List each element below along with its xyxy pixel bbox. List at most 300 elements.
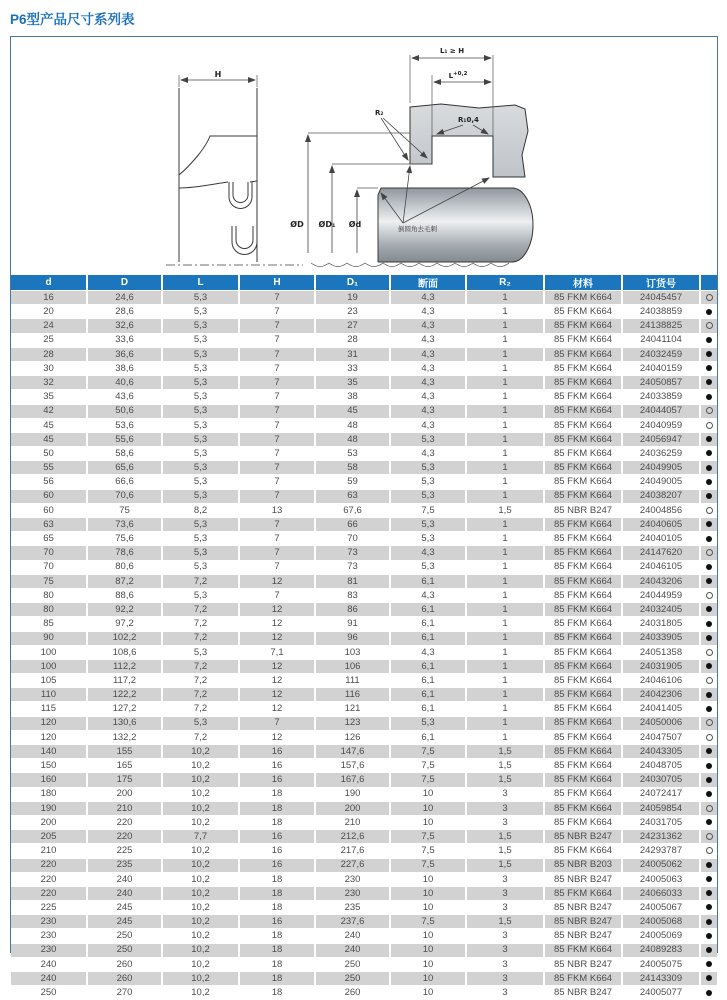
cell-R2: 1,5 (466, 773, 544, 787)
cell-H: 7 (239, 418, 315, 432)
cell-material: 85 FKM K664 (544, 347, 622, 361)
availability-dot-filled (706, 606, 712, 612)
cell-d: 160 (11, 773, 87, 787)
cell-material: 85 NBR B247 (544, 929, 622, 943)
cell-section: 7,5 (390, 830, 466, 844)
cell-material: 85 FKM K664 (544, 447, 622, 461)
availability-dot-filled (706, 337, 712, 343)
cell-d: 56 (11, 475, 87, 489)
cell-order-no: 24005067 (622, 901, 700, 915)
availability-dot-filled (706, 365, 712, 371)
cell-D: 28,6 (87, 305, 162, 319)
cell-section: 7,5 (390, 503, 466, 517)
cell-availability (700, 376, 717, 390)
cell-availability (700, 447, 717, 461)
header-section: 断面 (390, 275, 466, 291)
cell-H: 7 (239, 518, 315, 532)
cell-L: 10,2 (162, 759, 239, 773)
cell-H: 18 (239, 943, 315, 957)
table-row (11, 574, 717, 588)
cell-D1: 240 (315, 943, 390, 957)
cell-d: 105 (11, 674, 87, 688)
table-row (11, 518, 717, 532)
cell-material: 85 FKM K664 (544, 617, 622, 631)
cell-order-no: 24031905 (622, 659, 700, 673)
table-row (11, 588, 717, 602)
cell-section: 4,3 (390, 546, 466, 560)
cell-D1: 73 (315, 560, 390, 574)
cell-D1: 157,6 (315, 759, 390, 773)
cell-D: 235 (87, 858, 162, 872)
cell-H: 12 (239, 674, 315, 688)
table-row (11, 376, 717, 390)
cell-availability (700, 943, 717, 957)
cell-R2: 3 (466, 901, 544, 915)
cell-D: 240 (87, 886, 162, 900)
cell-D1: 103 (315, 645, 390, 659)
cell-H: 18 (239, 886, 315, 900)
availability-dot-open (706, 407, 713, 414)
cell-order-no: 24045457 (622, 291, 700, 305)
cell-H: 16 (239, 759, 315, 773)
availability-dot-filled (706, 663, 712, 669)
cell-L: 5,3 (162, 305, 239, 319)
cell-availability (700, 503, 717, 517)
cell-material: 85 FKM K664 (544, 787, 622, 801)
table-row (11, 886, 717, 900)
cell-order-no: 24147620 (622, 546, 700, 560)
cell-H: 7 (239, 291, 315, 305)
cell-section: 6,1 (390, 702, 466, 716)
cell-section: 6,1 (390, 688, 466, 702)
header-H: H (239, 275, 315, 291)
cell-material: 85 FKM K664 (544, 886, 622, 900)
header-availability (700, 275, 717, 291)
cell-material: 85 FKM K664 (544, 773, 622, 787)
cell-R2: 3 (466, 886, 544, 900)
cell-section: 5,3 (390, 461, 466, 475)
cell-D1: 27 (315, 319, 390, 333)
cell-material: 85 FKM K664 (544, 745, 622, 759)
cell-section: 7,5 (390, 745, 466, 759)
cell-section: 4,3 (390, 390, 466, 404)
cell-material: 85 FKM K664 (544, 546, 622, 560)
cell-D: 33,6 (87, 333, 162, 347)
availability-dot-filled (706, 919, 712, 925)
cell-H: 18 (239, 929, 315, 943)
cell-material: 85 FKM K664 (544, 432, 622, 446)
cell-material: 85 NBR B247 (544, 830, 622, 844)
cell-material: 85 FKM K664 (544, 674, 622, 688)
cell-material: 85 FKM K664 (544, 631, 622, 645)
table-row (11, 957, 717, 971)
cell-R2: 1,5 (466, 858, 544, 872)
cell-D: 225 (87, 844, 162, 858)
cell-L: 10,2 (162, 844, 239, 858)
cell-L: 7,2 (162, 603, 239, 617)
cell-H: 7,1 (239, 645, 315, 659)
availability-dot-open (706, 805, 713, 812)
cell-D: 112,2 (87, 659, 162, 673)
cell-L: 7,2 (162, 702, 239, 716)
cell-L: 5,3 (162, 432, 239, 446)
cell-R2: 1 (466, 688, 544, 702)
cell-order-no: 24050006 (622, 716, 700, 730)
size-table (11, 275, 717, 1000)
cell-D1: 126 (315, 730, 390, 744)
label-l1-dimension: L₁ ≥ H (439, 47, 465, 55)
cell-section: 10 (390, 815, 466, 829)
cell-d: 240 (11, 972, 87, 986)
cell-material: 85 FKM K664 (544, 730, 622, 744)
cell-L: 7,2 (162, 674, 239, 688)
cell-section: 6,1 (390, 631, 466, 645)
table-row (11, 447, 717, 461)
cell-order-no: 24041104 (622, 333, 700, 347)
availability-dot-filled (706, 706, 712, 712)
cell-d: 16 (11, 291, 87, 305)
cell-material: 85 FKM K664 (544, 305, 622, 319)
cell-L: 10,2 (162, 858, 239, 872)
availability-dot-open (706, 422, 713, 429)
cell-section: 7,5 (390, 844, 466, 858)
cell-material: 85 FKM K664 (544, 702, 622, 716)
cell-section: 4,3 (390, 645, 466, 659)
availability-dot-open (706, 294, 713, 301)
availability-dot-filled (706, 578, 712, 584)
availability-dot-filled (706, 521, 712, 527)
cell-d: 220 (11, 872, 87, 886)
cell-order-no: 24046106 (622, 674, 700, 688)
availability-dot-filled (706, 933, 712, 939)
label-r1-radius: R₁0,4 (458, 116, 479, 124)
content-box (10, 36, 718, 999)
cell-section: 10 (390, 872, 466, 886)
cell-section: 5,3 (390, 532, 466, 546)
cell-R2: 1 (466, 659, 544, 673)
cell-d: 45 (11, 418, 87, 432)
cell-section: 4,3 (390, 319, 466, 333)
cell-order-no: 24040105 (622, 532, 700, 546)
cell-R2: 1,5 (466, 915, 544, 929)
cell-D1: 31 (315, 347, 390, 361)
cell-R2: 1 (466, 418, 544, 432)
table-header-row (11, 275, 717, 291)
cell-material: 85 FKM K664 (544, 475, 622, 489)
cell-availability (700, 773, 717, 787)
cell-d: 180 (11, 787, 87, 801)
cell-d: 205 (11, 830, 87, 844)
cell-availability (700, 815, 717, 829)
cell-d: 70 (11, 560, 87, 574)
cell-section: 10 (390, 943, 466, 957)
cell-L: 10,2 (162, 915, 239, 929)
cell-D: 92,2 (87, 603, 162, 617)
cell-order-no: 24051358 (622, 645, 700, 659)
cell-material: 85 FKM K664 (544, 532, 622, 546)
cell-d: 230 (11, 929, 87, 943)
cell-D: 32,6 (87, 319, 162, 333)
cell-order-no: 24050857 (622, 376, 700, 390)
cell-availability (700, 574, 717, 588)
cell-section: 4,3 (390, 404, 466, 418)
cell-D1: 210 (315, 815, 390, 829)
cell-material: 85 NBR B247 (544, 957, 622, 971)
cell-H: 7 (239, 716, 315, 730)
cell-D: 220 (87, 815, 162, 829)
cell-D: 38,6 (87, 361, 162, 375)
cell-R2: 1 (466, 291, 544, 305)
cell-R2: 1 (466, 603, 544, 617)
availability-dot-filled (706, 862, 712, 868)
cell-availability (700, 333, 717, 347)
cell-R2: 3 (466, 957, 544, 971)
cell-D: 245 (87, 901, 162, 915)
cell-material: 85 FKM K664 (544, 688, 622, 702)
cell-R2: 3 (466, 943, 544, 957)
cell-material: 85 NBR B247 (544, 986, 622, 1000)
availability-dot-open (706, 847, 713, 854)
cell-availability (700, 432, 717, 446)
cell-D: 43,6 (87, 390, 162, 404)
availability-dot-filled (706, 564, 712, 570)
cell-L: 5,3 (162, 518, 239, 532)
table-row (11, 532, 717, 546)
cell-material: 85 NBR B247 (544, 872, 622, 886)
cell-D1: 250 (315, 972, 390, 986)
cell-material: 85 FKM K664 (544, 518, 622, 532)
availability-dot-open (706, 549, 713, 556)
cell-H: 7 (239, 376, 315, 390)
cell-L: 5,3 (162, 361, 239, 375)
cell-availability (700, 716, 717, 730)
availability-dot-filled (706, 791, 712, 797)
cell-availability (700, 631, 717, 645)
cell-R2: 1 (466, 376, 544, 390)
label-l-dimension: $L^{+0,2}$ (448, 71, 468, 80)
cell-order-no: 24231362 (622, 830, 700, 844)
cell-section: 10 (390, 957, 466, 971)
table-row (11, 361, 717, 375)
label-dia-D: ØD (290, 220, 304, 229)
availability-dot-open (706, 592, 713, 599)
cell-section: 6,1 (390, 674, 466, 688)
cell-d: 140 (11, 745, 87, 759)
cell-order-no: 24044057 (622, 404, 700, 418)
cell-R2: 3 (466, 986, 544, 1000)
cell-R2: 3 (466, 787, 544, 801)
cell-L: 5,3 (162, 645, 239, 659)
cell-availability (700, 901, 717, 915)
cell-d: 115 (11, 702, 87, 716)
cell-section: 6,1 (390, 574, 466, 588)
cell-d: 80 (11, 588, 87, 602)
cell-R2: 1 (466, 702, 544, 716)
cell-D1: 212,6 (315, 830, 390, 844)
cell-availability (700, 745, 717, 759)
cell-L: 10,2 (162, 886, 239, 900)
cell-d: 90 (11, 631, 87, 645)
cell-D1: 23 (315, 305, 390, 319)
cell-D1: 66 (315, 518, 390, 532)
cell-R2: 1 (466, 518, 544, 532)
cell-D: 78,6 (87, 546, 162, 560)
table-row (11, 546, 717, 560)
cell-D: 210 (87, 801, 162, 815)
cell-d: 60 (11, 503, 87, 517)
cell-d: 63 (11, 518, 87, 532)
cell-H: 7 (239, 546, 315, 560)
cell-D1: 250 (315, 957, 390, 971)
header-L: L (162, 275, 239, 291)
cell-material: 85 FKM K664 (544, 645, 622, 659)
cell-D1: 70 (315, 532, 390, 546)
cell-material: 85 FKM K664 (544, 844, 622, 858)
cell-D: 65,6 (87, 461, 162, 475)
availability-dot-filled (706, 493, 712, 499)
availability-dot-open (706, 719, 713, 726)
availability-dot-filled (706, 309, 712, 315)
table-row (11, 830, 717, 844)
cell-section: 10 (390, 886, 466, 900)
cell-D1: 86 (315, 603, 390, 617)
cell-L: 5,3 (162, 390, 239, 404)
cell-D1: 48 (315, 432, 390, 446)
cell-H: 7 (239, 447, 315, 461)
cell-L: 10,2 (162, 872, 239, 886)
cell-H: 7 (239, 347, 315, 361)
cell-H: 7 (239, 475, 315, 489)
cell-order-no: 24033859 (622, 390, 700, 404)
cell-R2: 3 (466, 929, 544, 943)
cell-material: 85 FKM K664 (544, 574, 622, 588)
cell-H: 12 (239, 574, 315, 588)
cell-order-no: 24041405 (622, 702, 700, 716)
cell-D1: 230 (315, 886, 390, 900)
cell-availability (700, 489, 717, 503)
cell-H: 18 (239, 787, 315, 801)
cell-L: 5,3 (162, 347, 239, 361)
cell-availability (700, 844, 717, 858)
availability-dot-filled (706, 379, 712, 385)
page-title: P6型产品尺寸系列表 (10, 12, 135, 27)
label-r2-radius: R₂ (375, 109, 384, 117)
cell-availability (700, 588, 717, 602)
cell-section: 5,3 (390, 475, 466, 489)
table-row (11, 475, 717, 489)
technical-drawing (11, 37, 717, 275)
cell-H: 12 (239, 617, 315, 631)
availability-dot-open (706, 649, 713, 656)
cell-D1: 28 (315, 333, 390, 347)
cell-R2: 3 (466, 972, 544, 986)
table-row (11, 716, 717, 730)
cell-d: 70 (11, 546, 87, 560)
table-row (11, 617, 717, 631)
table-row (11, 915, 717, 929)
cell-d: 50 (11, 447, 87, 461)
table-row (11, 461, 717, 475)
cell-section: 6,1 (390, 659, 466, 673)
cell-availability (700, 347, 717, 361)
cell-availability (700, 461, 717, 475)
cell-section: 10 (390, 801, 466, 815)
table-row (11, 347, 717, 361)
cell-order-no: 24049905 (622, 461, 700, 475)
cell-R2: 1 (466, 461, 544, 475)
cell-H: 12 (239, 631, 315, 645)
cell-d: 210 (11, 844, 87, 858)
cell-d: 110 (11, 688, 87, 702)
cell-D: 75 (87, 503, 162, 517)
cell-d: 100 (11, 645, 87, 659)
cell-section: 7,5 (390, 858, 466, 872)
cell-D: 165 (87, 759, 162, 773)
table-row (11, 815, 717, 829)
table-row (11, 659, 717, 673)
table-row (11, 858, 717, 872)
cell-availability (700, 659, 717, 673)
cell-R2: 1 (466, 305, 544, 319)
cell-H: 18 (239, 986, 315, 1000)
cell-R2: 3 (466, 815, 544, 829)
cell-R2: 1 (466, 716, 544, 730)
availability-dot-filled (706, 479, 712, 485)
table-row (11, 688, 717, 702)
cell-D: 117,2 (87, 674, 162, 688)
cell-D1: 147,6 (315, 745, 390, 759)
table-row (11, 418, 717, 432)
cell-D: 130,6 (87, 716, 162, 730)
cell-D: 260 (87, 957, 162, 971)
cell-order-no: 24059854 (622, 801, 700, 815)
cell-D1: 59 (315, 475, 390, 489)
cell-order-no: 24072417 (622, 787, 700, 801)
cell-R2: 1 (466, 532, 544, 546)
cell-order-no: 24005063 (622, 872, 700, 886)
table-row (11, 432, 717, 446)
cell-order-no: 24143309 (622, 972, 700, 986)
cell-H: 7 (239, 560, 315, 574)
cell-D: 97,2 (87, 617, 162, 631)
cell-R2: 1 (466, 631, 544, 645)
cell-order-no: 24056947 (622, 432, 700, 446)
cell-H: 12 (239, 659, 315, 673)
cell-order-no: 24032459 (622, 347, 700, 361)
cell-D: 245 (87, 915, 162, 929)
cell-D: 240 (87, 872, 162, 886)
cell-material: 85 NBR B247 (544, 503, 622, 517)
table-row (11, 404, 717, 418)
cell-H: 16 (239, 844, 315, 858)
cell-L: 10,2 (162, 957, 239, 971)
cell-D1: 45 (315, 404, 390, 418)
cell-D: 24,6 (87, 291, 162, 305)
cell-order-no: 24049005 (622, 475, 700, 489)
cell-D: 75,6 (87, 532, 162, 546)
cell-material: 85 FKM K664 (544, 404, 622, 418)
cell-H: 7 (239, 404, 315, 418)
table-row (11, 801, 717, 815)
cell-H: 18 (239, 815, 315, 829)
availability-dot-filled (706, 450, 712, 456)
cell-section: 5,3 (390, 489, 466, 503)
cell-material: 85 FKM K664 (544, 943, 622, 957)
table-row (11, 503, 717, 517)
cell-D1: 237,6 (315, 915, 390, 929)
cell-H: 7 (239, 361, 315, 375)
cell-R2: 1 (466, 489, 544, 503)
